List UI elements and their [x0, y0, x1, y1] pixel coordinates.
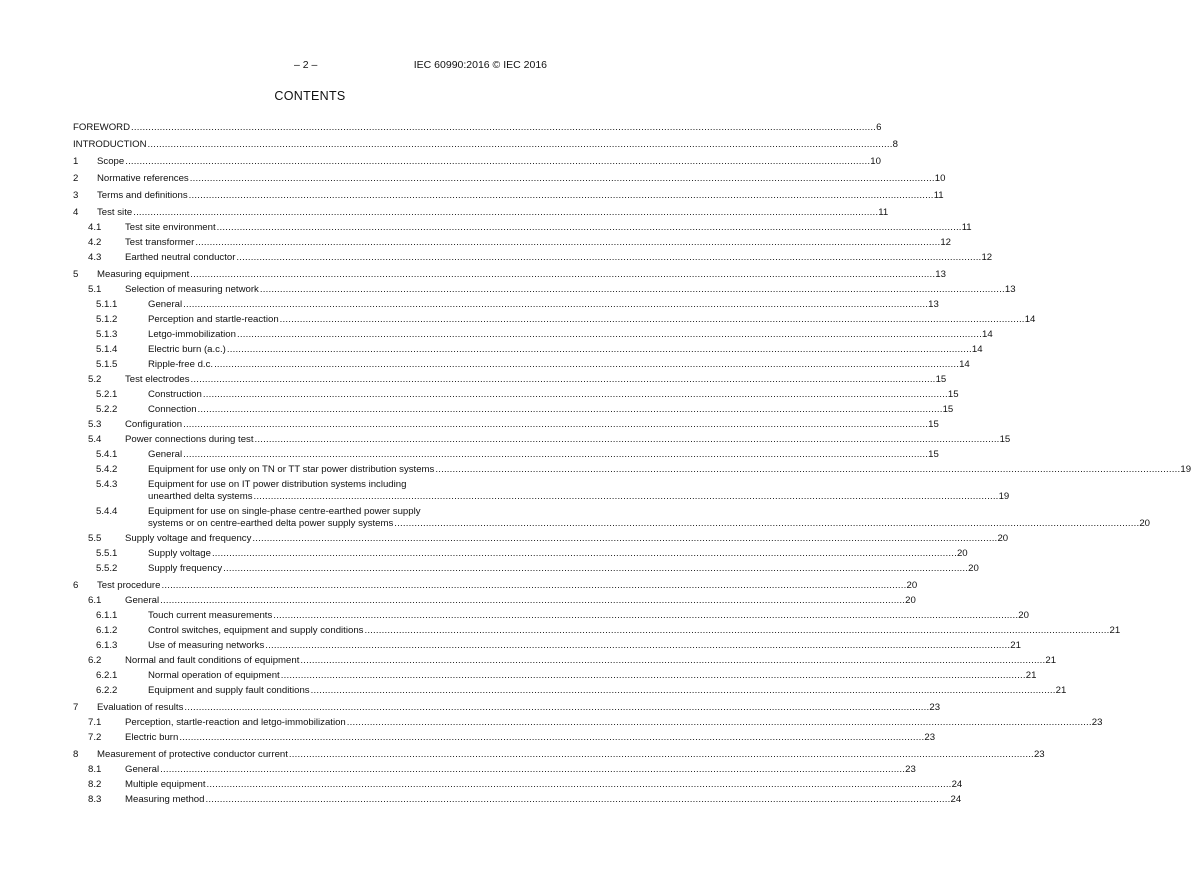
toc-entry-title: Equipment for use only on TN or TT star power distribution systems [148, 464, 435, 475]
toc-entry-page: 23 [924, 732, 936, 743]
toc-entry-page: 21 [1109, 625, 1121, 636]
toc-entry-title: Test electrodes [125, 374, 190, 385]
toc-entry-number: 8 [73, 749, 79, 760]
dot-leader: .................................................................................................................................................................................................................................................................... [435, 464, 1181, 475]
toc-entry-number: 2 [73, 173, 79, 184]
toc-entry-page: 11 [933, 190, 944, 201]
dot-leader: .................................................................................................................................................................................................................................................................... [273, 610, 1019, 621]
toc-entry[interactable] [73, 252, 993, 264]
dot-leader: .................................................................................................................................................................................................................................................................... [211, 548, 957, 559]
toc-entry-page: 14 [1024, 314, 1036, 325]
toc-entry-number: 5.1.4 [96, 344, 118, 355]
dot-leader: .................................................................................................................................................................................................................................................................... [236, 329, 983, 340]
toc-entry-title: Normative references [97, 173, 189, 184]
toc-entry-number: 6.1.1 [96, 610, 118, 621]
toc-entry-number: 3 [73, 190, 79, 201]
toc-entry-number: 6.1.2 [96, 625, 118, 636]
toc-entry-title: Letgo-immobilization [148, 329, 236, 340]
toc-entry[interactable] [73, 314, 1036, 326]
toc-entry-page: 20 [956, 548, 968, 559]
toc-entry-page: 15 [947, 389, 959, 400]
toc-entry-number: 5.5.1 [96, 548, 118, 559]
toc-entry-page: 10 [934, 173, 946, 184]
toc-entry[interactable] [73, 717, 1103, 729]
toc-entry-title: Terms and definitions [97, 190, 188, 201]
toc-entry-number: 5.3 [88, 419, 102, 430]
toc-entry-title: Scope [97, 156, 125, 167]
toc-entry-title: General [148, 449, 183, 460]
toc-entry-title: Earthed neutral conductor [125, 252, 236, 263]
toc-entry-page: 15 [942, 404, 954, 415]
toc-entry-page: 8 [892, 139, 898, 150]
toc-entry-number: 6.2 [88, 655, 102, 666]
toc-entry[interactable] [73, 580, 918, 592]
toc-entry-page: 23 [1091, 717, 1103, 728]
toc-entry-title: Equipment and supply fault conditions [148, 685, 310, 696]
toc-entry-page: 19 [1180, 464, 1191, 475]
toc-entry-page: 12 [940, 237, 952, 248]
toc-entry-number: 4.1 [88, 222, 102, 233]
dot-leader: .................................................................................................................................................................................................................................................................... [254, 434, 1000, 445]
toc-entry-page: 24 [951, 779, 963, 790]
toc-entry[interactable] [73, 595, 916, 607]
toc-entry-title: Equipment for use on IT power distribution systems including [148, 479, 407, 490]
toc-entry[interactable] [73, 434, 1011, 446]
dot-leader: .................................................................................................................................................................................................................................................................... [188, 190, 934, 201]
toc-entry-page: 21 [1010, 640, 1021, 651]
toc-entry-title: Evaluation of results [97, 702, 184, 713]
dot-leader: .................................................................................................................................................................................................................................................................... [161, 580, 907, 591]
dot-leader: .................................................................................................................................................................................................................................................................... [190, 374, 936, 385]
toc-entry[interactable] [73, 732, 936, 744]
toc-entry[interactable] [73, 749, 1045, 761]
toc-entry[interactable] [73, 479, 1010, 503]
dot-leader: .................................................................................................................................................................................................................................................................... [202, 389, 948, 400]
dot-leader: .................................................................................................................................................................................................................................................................... [206, 779, 952, 790]
toc-entry-title: Use of measuring networks [148, 640, 265, 651]
toc-entry-number: 7.1 [88, 717, 102, 728]
toc-entry-page: 20 [968, 563, 979, 574]
toc-entry-page: 20 [905, 595, 916, 606]
toc-entry-page: 14 [971, 344, 983, 355]
toc-entry-title: Test transformer [125, 237, 195, 248]
toc-entry-number: 6.1.3 [96, 640, 118, 651]
toc-entry-title: Test site environment [125, 222, 216, 233]
toc-entry-page: 23 [1033, 749, 1045, 760]
toc-entry-title: General [125, 595, 160, 606]
toc-entry-number: 1 [73, 156, 79, 167]
toc-entry-title: unearthed delta systems [148, 491, 253, 502]
toc-entry-title: Measuring equipment [97, 269, 190, 280]
toc-entry-page: 23 [905, 764, 916, 775]
toc-entry-title: Multiple equipment [125, 779, 206, 790]
toc-entry-title: INTRODUCTION [73, 139, 147, 150]
dot-leader: .................................................................................................................................................................................................................................................................... [147, 139, 893, 150]
toc-entry[interactable] [73, 122, 882, 134]
toc-entry-page: 13 [928, 299, 939, 310]
toc-entry[interactable] [73, 222, 972, 234]
dot-leader: .................................................................................................................................................................................................................................................................... [226, 344, 972, 355]
dot-leader: .................................................................................................................................................................................................................................................................... [300, 655, 1046, 666]
toc-entry-title: Test site [97, 207, 133, 218]
toc-entry[interactable] [73, 563, 979, 575]
dot-leader: .................................................................................................................................................................................................................................................................... [160, 764, 906, 775]
dot-leader: .................................................................................................................................................................................................................................................................... [288, 749, 1034, 760]
dot-leader: .................................................................................................................................................................................................................................................................... [183, 299, 929, 310]
dot-leader: .................................................................................................................................................................................................................................................................... [160, 595, 906, 606]
toc-entry-number: 6.1 [88, 595, 102, 606]
toc-entry-number: 5.4 [88, 434, 102, 445]
toc-entry[interactable] [73, 764, 916, 776]
toc-entry-page: 21 [1025, 670, 1037, 681]
toc-entry-title: Equipment for use on single-phase centre-earthed power supply [148, 506, 421, 517]
toc-entry-page: 23 [929, 702, 941, 713]
toc-entry-title: Selection of measuring network [125, 284, 259, 295]
toc-entry-number: 5.5 [88, 533, 102, 544]
toc-entry[interactable] [73, 374, 947, 386]
toc-entry[interactable] [73, 702, 941, 714]
dot-leader: .................................................................................................................................................................................................................................................................... [394, 518, 1140, 529]
toc-entry-title: Configuration [125, 419, 183, 430]
toc-entry-number: 6.2.2 [96, 685, 118, 696]
toc-entry-title: Power connections during test [125, 434, 254, 445]
toc-entry-page: 10 [870, 156, 881, 167]
toc-entry-page: 15 [928, 449, 939, 460]
toc-entry[interactable] [73, 329, 993, 341]
toc-entry-page: 20 [906, 580, 918, 591]
toc-entry[interactable] [73, 344, 983, 356]
dot-leader: .................................................................................................................................................................................................................................................................... [253, 491, 999, 502]
toc-entry-page: 15 [935, 374, 947, 385]
dot-leader: .................................................................................................................................................................................................................................................................... [183, 449, 929, 460]
toc-entry-number: 5.1.5 [96, 359, 118, 370]
toc-entry-title: Measuring method [125, 794, 205, 805]
toc-entry[interactable] [73, 284, 1016, 296]
standard-reference: IEC 60990:2016 © IEC 2016 [413, 59, 547, 71]
toc-entry-page: 20 [997, 533, 1009, 544]
toc-entry[interactable] [73, 359, 970, 371]
dot-leader: .................................................................................................................................................................................................................................................................... [279, 314, 1025, 325]
toc-entry-number: 7.2 [88, 732, 102, 743]
toc-entry-number: 5.1.1 [96, 299, 118, 310]
toc-entry-number: 5.4.4 [96, 506, 118, 517]
toc-entry-number: 5.2.2 [96, 404, 118, 415]
toc-entry-title: Electric burn (a.c.) [148, 344, 226, 355]
toc-entry-page: 15 [999, 434, 1011, 445]
toc-entry-number: 5.2.1 [96, 389, 118, 400]
toc-entry-title: Construction [148, 389, 202, 400]
table-of-contents [73, 122, 1191, 806]
toc-entry-number: 5 [73, 269, 79, 280]
toc-entry-title: Normal operation of equipment [148, 670, 280, 681]
dot-leader: .................................................................................................................................................................................................................................................................... [223, 563, 969, 574]
toc-entry-number: 5.1 [88, 284, 102, 295]
toc-entry[interactable] [73, 449, 939, 461]
dot-leader: .................................................................................................................................................................................................................................................................... [364, 625, 1110, 636]
toc-entry-page: 13 [935, 269, 946, 280]
toc-entry[interactable] [73, 207, 889, 219]
toc-entry[interactable] [73, 794, 962, 806]
toc-entry[interactable] [73, 610, 1029, 622]
toc-entry-title: Touch current measurements [148, 610, 273, 621]
toc-entry-title: Supply frequency [148, 563, 223, 574]
toc-entry-title: General [148, 299, 183, 310]
toc-entry-page: 20 [1139, 518, 1150, 529]
toc-entry-page: 20 [1018, 610, 1029, 621]
toc-entry[interactable] [73, 389, 959, 401]
toc-entry-title: FOREWORD [73, 122, 131, 133]
toc-entry[interactable] [73, 548, 968, 560]
dot-leader: .................................................................................................................................................................................................................................................................... [216, 222, 962, 233]
toc-entry-number: 8.1 [88, 764, 102, 775]
toc-entry-number: 6.2.1 [96, 670, 118, 681]
toc-entry-title: Ripple-free d.c. [148, 359, 214, 370]
toc-entry-number: 7 [73, 702, 79, 713]
toc-entry-page: 13 [1004, 284, 1016, 295]
toc-entry[interactable] [73, 625, 1121, 637]
dot-leader: .................................................................................................................................................................................................................................................................... [259, 284, 1005, 295]
toc-entry-number: 5.5.2 [96, 563, 118, 574]
toc-entry[interactable] [73, 269, 946, 281]
dot-leader: .................................................................................................................................................................................................................................................................... [190, 269, 936, 280]
dot-leader: .................................................................................................................................................................................................................................................................... [183, 419, 929, 430]
toc-entry[interactable] [73, 419, 939, 431]
toc-entry[interactable] [73, 640, 1021, 652]
toc-entry-title: Perception and startle-reaction [148, 314, 279, 325]
toc-entry-number: 4.2 [88, 237, 102, 248]
toc-entry-page: 21 [1055, 685, 1067, 696]
toc-entry[interactable] [73, 506, 1150, 530]
toc-entry-page: 11 [878, 207, 889, 218]
toc-entry-page: 21 [1045, 655, 1057, 666]
toc-entry-page: 15 [928, 419, 939, 430]
toc-entry[interactable] [73, 685, 1067, 697]
toc-entry[interactable] [73, 139, 898, 151]
toc-entry-number: 8.2 [88, 779, 102, 790]
dot-leader: .................................................................................................................................................................................................................................................................... [205, 794, 951, 805]
dot-leader: .................................................................................................................................................................................................................................................................... [131, 122, 877, 133]
dot-leader: .................................................................................................................................................................................................................................................................... [125, 156, 871, 167]
dot-leader: .................................................................................................................................................................................................................................................................... [133, 207, 879, 218]
toc-entry-title: General [125, 764, 160, 775]
toc-entry-number: 4.3 [88, 252, 102, 263]
toc-entry[interactable] [73, 156, 881, 168]
toc-entry[interactable] [73, 779, 963, 791]
page-marker: – 2 – [294, 59, 318, 71]
dot-leader: .................................................................................................................................................................................................................................................................... [280, 670, 1026, 681]
page-title: CONTENTS [274, 89, 346, 103]
toc-entry-page: 6 [876, 122, 882, 133]
dot-leader: .................................................................................................................................................................................................................................................................... [195, 237, 941, 248]
toc-entry-page: 14 [982, 329, 993, 340]
toc-entry[interactable] [73, 173, 946, 185]
toc-entry[interactable] [73, 464, 1191, 476]
dot-leader: .................................................................................................................................................................................................................................................................... [214, 359, 960, 370]
toc-entry[interactable] [73, 299, 939, 311]
toc-entry-page: 24 [950, 794, 962, 805]
toc-entry[interactable] [73, 670, 1037, 682]
toc-entry-title: Supply voltage and frequency [125, 533, 252, 544]
dot-leader: .................................................................................................................................................................................................................................................................... [179, 732, 925, 743]
toc-entry-title: Test procedure [97, 580, 161, 591]
toc-entry[interactable] [73, 404, 954, 416]
toc-entry-title: systems or on centre-earthed delta power supply systems [148, 518, 394, 529]
toc-entry-number: 5.4.1 [96, 449, 118, 460]
toc-entry[interactable] [73, 237, 952, 249]
toc-entry-title: Perception, startle-reaction and letgo-immobilization [125, 717, 346, 728]
toc-entry-title: Control switches, equipment and supply conditions [148, 625, 364, 636]
toc-entry-page: 11 [961, 222, 972, 233]
dot-leader: .................................................................................................................................................................................................................................................................... [197, 404, 943, 415]
toc-entry-title: Normal and fault conditions of equipment [125, 655, 300, 666]
toc-entry-number: 5.1.2 [96, 314, 118, 325]
dot-leader: .................................................................................................................................................................................................................................................................... [310, 685, 1056, 696]
toc-entry-number: 6 [73, 580, 79, 591]
dot-leader: .................................................................................................................................................................................................................................................................... [252, 533, 998, 544]
toc-entry[interactable] [73, 533, 1009, 545]
toc-entry-title: Measurement of protective conductor current [97, 749, 288, 760]
toc-entry-page: 12 [981, 252, 993, 263]
dot-leader: .................................................................................................................................................................................................................................................................... [189, 173, 935, 184]
toc-entry-number: 5.1.3 [96, 329, 118, 340]
toc-entry-number: 5.4.2 [96, 464, 118, 475]
toc-entry[interactable] [73, 190, 944, 202]
toc-entry-title: Electric burn [125, 732, 179, 743]
toc-entry-page: 14 [959, 359, 970, 370]
dot-leader: .................................................................................................................................................................................................................................................................... [184, 702, 930, 713]
toc-entry[interactable] [73, 655, 1057, 667]
toc-entry-number: 8.3 [88, 794, 102, 805]
toc-entry-number: 5.4.3 [96, 479, 118, 490]
dot-leader: .................................................................................................................................................................................................................................................................... [346, 717, 1092, 728]
dot-leader: .................................................................................................................................................................................................................................................................... [236, 252, 982, 263]
toc-entry-number: 4 [73, 207, 79, 218]
toc-entry-title: Connection [148, 404, 197, 415]
toc-entry-page: 19 [998, 491, 1010, 502]
dot-leader: .................................................................................................................................................................................................................................................................... [265, 640, 1011, 651]
toc-entry-number: 5.2 [88, 374, 102, 385]
toc-entry-title: Supply voltage [148, 548, 211, 559]
